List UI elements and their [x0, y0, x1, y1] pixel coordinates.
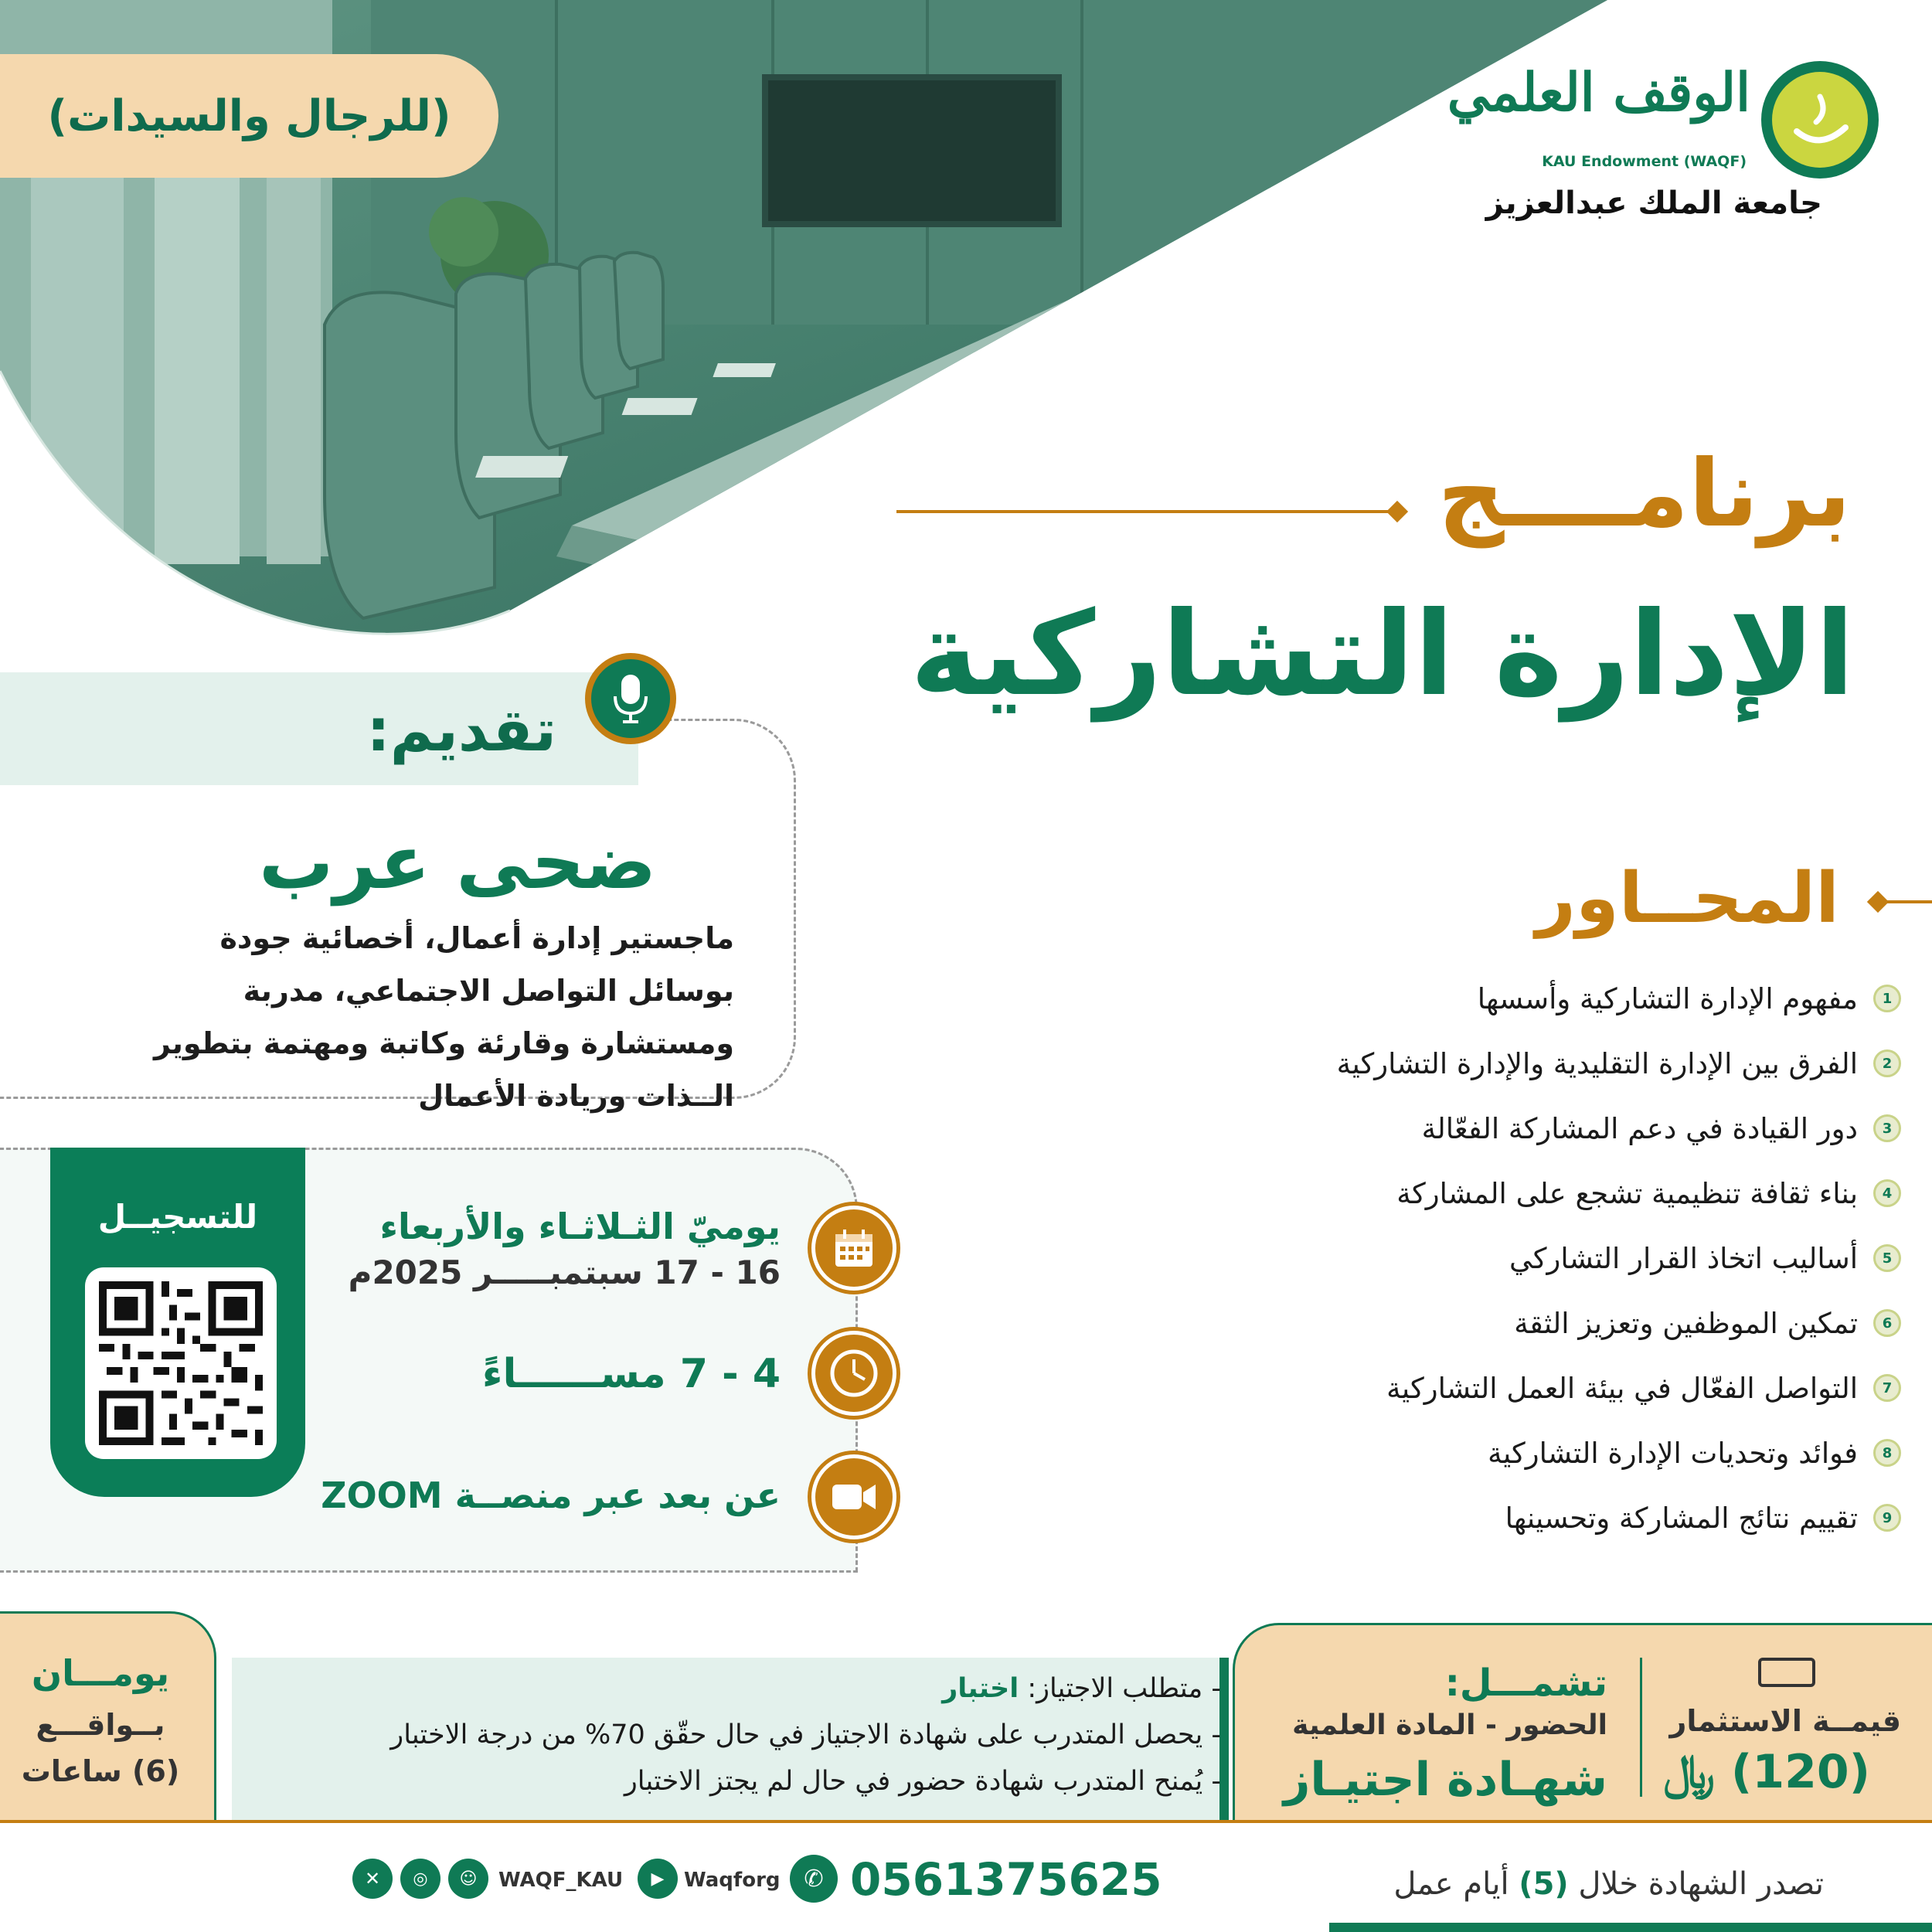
social-handle[interactable]: WAQF_KAU — [498, 1869, 624, 1892]
schedule-dates: 16 - 17 سبتمبـــــر 2025م — [348, 1253, 781, 1291]
duration-hours: (6) ساعات — [21, 1754, 180, 1788]
presented-by-label: تقديم: — [366, 696, 556, 764]
topic-item — [1206, 1291, 1901, 1355]
topic-number: 1 — [1873, 985, 1901, 1012]
topic-item — [1206, 966, 1901, 1031]
price-value: (120) ﷼ — [1663, 1745, 1870, 1799]
topic-item — [1206, 1096, 1901, 1161]
youtube-icon[interactable]: ▶ — [638, 1859, 678, 1899]
clock-icon — [811, 1331, 896, 1416]
topic-item — [1206, 1226, 1901, 1291]
price-title: قيمــة الاستثمار — [1669, 1704, 1901, 1738]
duration-title: يومـــان — [31, 1652, 170, 1694]
topic-item — [1206, 1485, 1901, 1550]
requirement-line-2: - يحصل المتدرب على شهادة الاجتياز في حال حقّق 70% من درجة الاختبار — [390, 1719, 1221, 1750]
presenter-name: ضحى عرب — [259, 819, 657, 906]
topic-label: التواصل الفعّال في بيئة العمل التشاركية — [1386, 1371, 1858, 1405]
note-days: (5) — [1519, 1866, 1569, 1902]
topic-item — [1206, 1031, 1901, 1096]
logo-name-en: KAU Endowment (WAQF) — [1542, 153, 1747, 170]
topic-number: 5 — [1873, 1244, 1901, 1272]
calendar-icon — [811, 1206, 896, 1291]
money-icon — [1758, 1658, 1815, 1687]
topic-item — [1206, 1161, 1901, 1226]
topic-label: تمكين الموظفين وتعزيز الثقة — [1514, 1306, 1858, 1340]
phone-number[interactable]: 0561375625 — [850, 1853, 1162, 1906]
video-camera-icon — [811, 1454, 896, 1539]
topics-heading: المحــاور — [1536, 858, 1839, 939]
topic-number: 7 — [1873, 1374, 1901, 1402]
audience-label: (للرجال والسيدات) — [47, 90, 451, 141]
topic-number: 3 — [1873, 1114, 1901, 1142]
topic-label: بناء ثقافة تنظيمية تشجع على المشاركة — [1396, 1176, 1858, 1210]
includes-title: تشمـــل: — [1444, 1662, 1607, 1705]
title-decor-line — [896, 510, 1391, 513]
topic-label: أساليب اتخاذ القرار التشاركي — [1509, 1241, 1858, 1275]
topic-label: تقييم نتائج المشاركة وتحسينها — [1505, 1501, 1858, 1535]
schedule-days: يوميّ الثـلاثـاء والأربعاء — [379, 1206, 781, 1247]
topic-label: الفرق بين الإدارة التقليدية والإدارة التشاركية — [1336, 1046, 1858, 1080]
whatsapp-icon[interactable]: ✆ — [790, 1855, 838, 1903]
topic-label: مفهوم الإدارة التشاركية وأسسها — [1477, 981, 1858, 1015]
logo-name-ar: الوقف العلمي — [1447, 62, 1750, 124]
logo-university: جامعة الملك عبدالعزيز — [1485, 185, 1822, 221]
note-suffix: أيام عمل — [1393, 1866, 1519, 1902]
x-twitter-icon[interactable]: ✕ — [352, 1859, 393, 1899]
includes-items: الحضور - المادة العلمية — [1292, 1709, 1607, 1741]
topic-item — [1206, 1355, 1901, 1420]
requirement-accent: اختبار — [942, 1673, 1019, 1704]
requirement-line-1 — [942, 1673, 1221, 1704]
registration-qr-code[interactable] — [85, 1267, 277, 1459]
certificate-issue-note — [1393, 1866, 1824, 1902]
topics-decor-dot — [1867, 891, 1889, 913]
topics-list — [1206, 966, 1901, 1550]
duration-sub: بــواقـــع — [36, 1708, 165, 1742]
topic-number: 9 — [1873, 1504, 1901, 1532]
microphone-icon — [585, 653, 676, 744]
topic-item — [1206, 1420, 1901, 1485]
kau-waqf-logo — [1447, 54, 1886, 232]
requirement-line-3: - يُمنح المتدرب شهادة حضور في حال لم يجتز الاختبار — [624, 1766, 1221, 1797]
audience-badge — [0, 54, 498, 178]
card-divider — [1640, 1658, 1642, 1797]
note-prefix: تصدر الشهادة خلال — [1568, 1866, 1824, 1902]
includes-certificate: شهـادة اجتيـاز — [1283, 1753, 1607, 1807]
topic-label: فوائد وتحديات الإدارة التشاركية — [1488, 1436, 1858, 1470]
topic-number: 2 — [1873, 1049, 1901, 1077]
schedule-time: 4 - 7 مســــــاءً — [481, 1351, 781, 1397]
requirement-prefix: - متطلب الاجتياز: — [1019, 1673, 1221, 1704]
registration-label: للتسجيــل — [97, 1198, 258, 1236]
instagram-icon[interactable]: ◎ — [400, 1859, 440, 1899]
topic-number: 6 — [1873, 1309, 1901, 1337]
topic-label: دور القيادة في دعم المشاركة الفعّالة — [1421, 1111, 1858, 1145]
presenter-bio: ماجستير إدارة أعمال، أخصائية جودة بوسائل التواصل الاجتماعي، مدربة ومستشارة وقارئة وكاتبة ومهتمة بتطوير الــذات وريادة الأعمال — [153, 921, 734, 1113]
waqf-emblem-icon — [1754, 54, 1886, 185]
snapchat-icon[interactable]: ☺ — [448, 1859, 488, 1899]
program-title: الإدارة التشاركية — [910, 587, 1855, 722]
topic-number: 8 — [1873, 1439, 1901, 1467]
footer-rule — [0, 1820, 1932, 1823]
title-kicker: برنامــــج — [1437, 440, 1851, 548]
schedule-platform: عن بعد عبر منصــة ZOOM — [321, 1475, 781, 1516]
topic-number: 4 — [1873, 1179, 1901, 1207]
footer-accent-bar — [1329, 1923, 1932, 1932]
youtube-handle[interactable]: Waqforg — [684, 1869, 781, 1892]
